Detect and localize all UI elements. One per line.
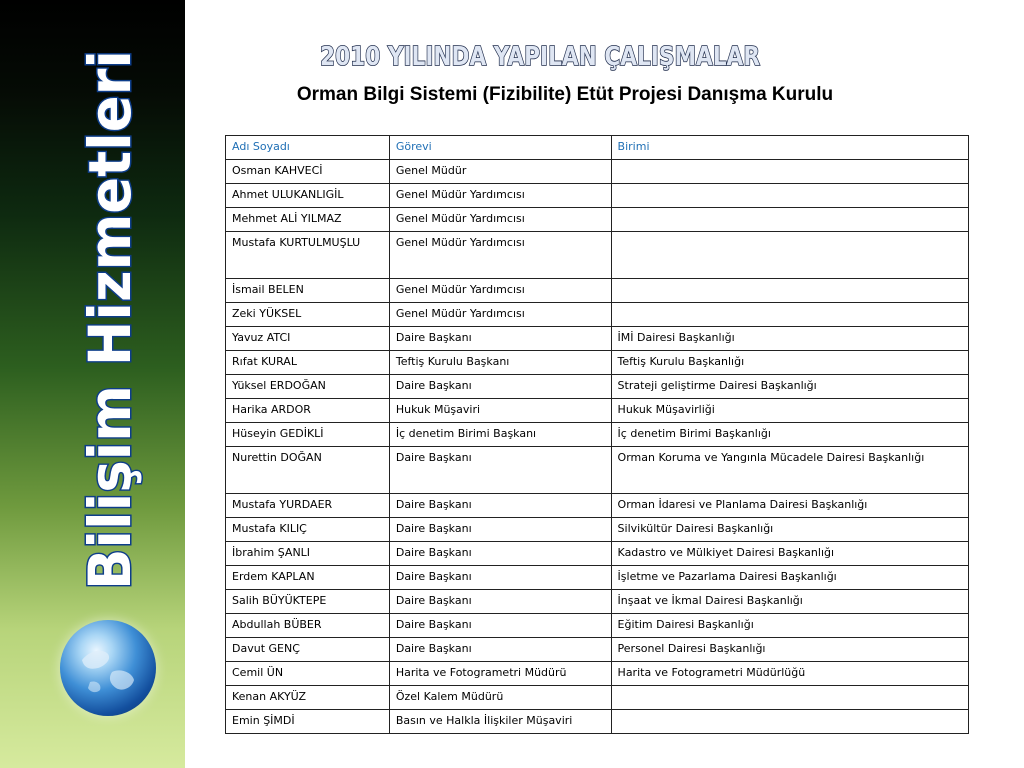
table-row (226, 160, 969, 184)
table-row (226, 590, 969, 614)
cell-role: Basın ve Halkla İlişkiler Müşaviri (389, 710, 611, 734)
cell-unit (611, 710, 968, 734)
page-subtitle: Orman Bilgi Sistemi (Fizibilite) Etüt Projesi Danışma Kurulu (296, 84, 834, 105)
cell-name: Ahmet ULUKANLIGİL (226, 184, 390, 208)
column-header-unit: Birimi (611, 136, 968, 160)
column-header-role: Görevi (389, 136, 611, 160)
cell-unit (611, 160, 968, 184)
cell-unit: Personel Dairesi Başkanlığı (611, 638, 968, 662)
cell-name: Abdullah BÜBER (226, 614, 390, 638)
cell-unit: Strateji geliştirme Dairesi Başkanlığı (611, 375, 968, 399)
vertical-title (76, 13, 144, 590)
cell-role: Daire Başkanı (389, 566, 611, 590)
cell-unit (611, 184, 968, 208)
table-row (226, 184, 969, 208)
table-row (226, 232, 969, 279)
table-row (226, 447, 969, 494)
cell-name: İbrahim ŞANLI (226, 542, 390, 566)
cell-name: Nurettin DOĞAN (226, 447, 390, 494)
cell-unit: Hukuk Müşavirliği (611, 399, 968, 423)
cell-unit: İnşaat ve İkmal Dairesi Başkanlığı (611, 590, 968, 614)
cell-role: Genel Müdür (389, 160, 611, 184)
banner-title-text: 2010 YILINDA YAPILAN ÇALIŞMALAR (320, 42, 760, 72)
cell-unit: İç denetim Birimi Başkanlığı (611, 423, 968, 447)
cell-unit (611, 303, 968, 327)
cell-name: Cemil ÜN (226, 662, 390, 686)
cell-role: Genel Müdür Yardımcısı (389, 232, 611, 279)
cell-role: İç denetim Birimi Başkanı (389, 423, 611, 447)
cell-unit (611, 279, 968, 303)
cell-unit (611, 208, 968, 232)
table-row (226, 351, 969, 375)
cell-unit: Kadastro ve Mülkiyet Dairesi Başkanlığı (611, 542, 968, 566)
cell-role: Hukuk Müşaviri (389, 399, 611, 423)
cell-unit: İMİ Dairesi Başkanlığı (611, 327, 968, 351)
table-row (226, 566, 969, 590)
table-row (226, 375, 969, 399)
cell-role: Daire Başkanı (389, 590, 611, 614)
cell-name: Salih BÜYÜKTEPE (226, 590, 390, 614)
table-row (226, 686, 969, 710)
vertical-title-text: Bilişim Hizmetleri (76, 13, 144, 590)
staff-table (225, 135, 969, 734)
cell-name: Hüseyin GEDİKLİ (226, 423, 390, 447)
table-row (226, 662, 969, 686)
table-row (226, 423, 969, 447)
cell-name: Mustafa KURTULMUŞLU (226, 232, 390, 279)
cell-unit: Teftiş Kurulu Başkanlığı (611, 351, 968, 375)
cell-name: Erdem KAPLAN (226, 566, 390, 590)
cell-role: Özel Kalem Müdürü (389, 686, 611, 710)
cell-unit (611, 686, 968, 710)
cell-role: Genel Müdür Yardımcısı (389, 184, 611, 208)
table-row (226, 279, 969, 303)
table-row (226, 638, 969, 662)
cell-name: Mustafa YURDAER (226, 494, 390, 518)
cell-unit: Harita ve Fotogrametri Müdürlüğü (611, 662, 968, 686)
sidebar-panel (0, 0, 185, 768)
cell-name: Yüksel ERDOĞAN (226, 375, 390, 399)
cell-name: Zeki YÜKSEL (226, 303, 390, 327)
cell-name: Davut GENÇ (226, 638, 390, 662)
cell-unit: Orman İdaresi ve Planlama Dairesi Başkanlığı (611, 494, 968, 518)
cell-role: Genel Müdür Yardımcısı (389, 279, 611, 303)
table-row (226, 494, 969, 518)
table-row (226, 614, 969, 638)
cell-role: Daire Başkanı (389, 494, 611, 518)
cell-name: Kenan AKYÜZ (226, 686, 390, 710)
cell-unit: İşletme ve Pazarlama Dairesi Başkanlığı (611, 566, 968, 590)
cell-role: Genel Müdür Yardımcısı (389, 208, 611, 232)
banner-title (300, 32, 780, 76)
cell-unit: Orman Koruma ve Yangınla Mücadele Dairesi Başkanlığı (611, 447, 968, 494)
cell-unit (611, 232, 968, 279)
table-header-row (226, 136, 969, 160)
cell-role: Daire Başkanı (389, 518, 611, 542)
cell-role: Genel Müdür Yardımcısı (389, 303, 611, 327)
globe-icon (60, 620, 156, 716)
table-row (226, 327, 969, 351)
cell-name: İsmail BELEN (226, 279, 390, 303)
cell-name: Mehmet ALİ YILMAZ (226, 208, 390, 232)
table-row (226, 303, 969, 327)
cell-unit: Eğitim Dairesi Başkanlığı (611, 614, 968, 638)
table-row (226, 208, 969, 232)
table-row (226, 399, 969, 423)
table-row (226, 710, 969, 734)
table-row (226, 518, 969, 542)
cell-role: Harita ve Fotogrametri Müdürü (389, 662, 611, 686)
cell-role: Daire Başkanı (389, 638, 611, 662)
cell-unit: Silvikültür Dairesi Başkanlığı (611, 518, 968, 542)
cell-role: Daire Başkanı (389, 614, 611, 638)
cell-role: Daire Başkanı (389, 542, 611, 566)
cell-name: Yavuz ATCI (226, 327, 390, 351)
cell-role: Teftiş Kurulu Başkanı (389, 351, 611, 375)
table-row (226, 542, 969, 566)
cell-role: Daire Başkanı (389, 327, 611, 351)
column-header-name: Adı Soyadı (226, 136, 390, 160)
cell-name: Osman KAHVECİ (226, 160, 390, 184)
cell-role: Daire Başkanı (389, 447, 611, 494)
cell-role: Daire Başkanı (389, 375, 611, 399)
cell-name: Rıfat KURAL (226, 351, 390, 375)
cell-name: Harika ARDOR (226, 399, 390, 423)
cell-name: Mustafa KILIÇ (226, 518, 390, 542)
cell-name: Emin ŞİMDİ (226, 710, 390, 734)
